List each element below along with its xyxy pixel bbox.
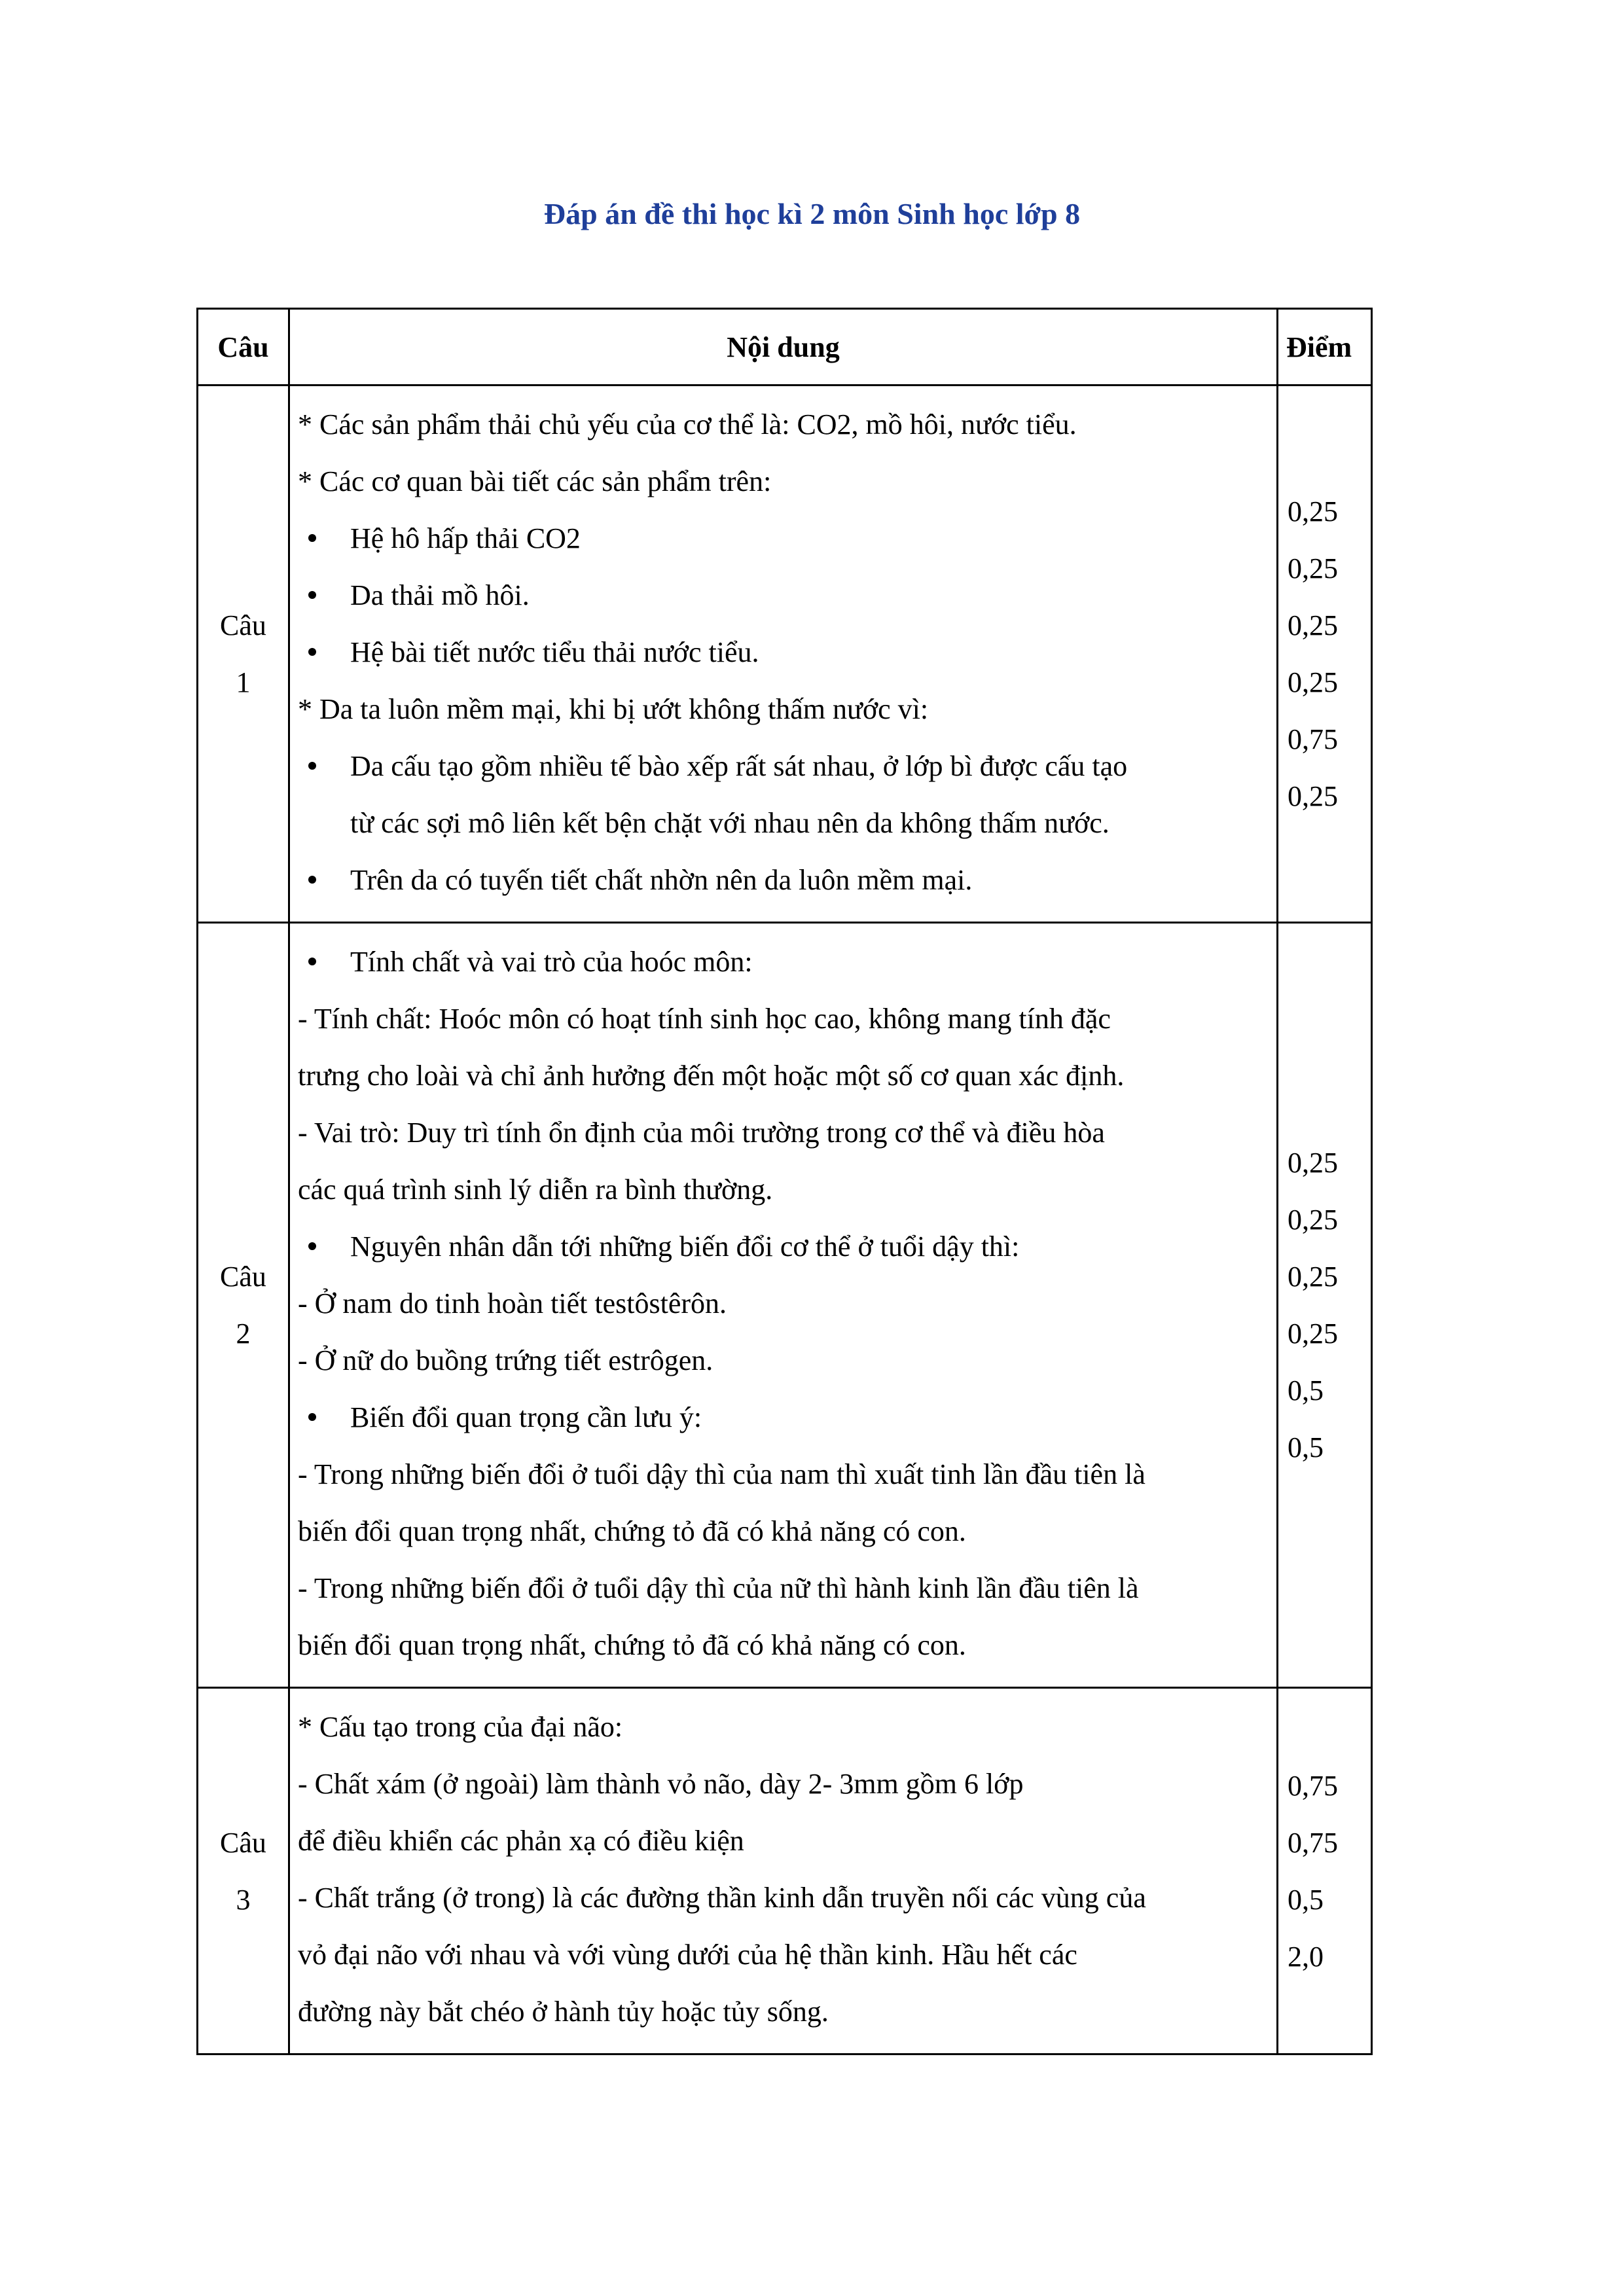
- table-row: [198, 1688, 1372, 2054]
- score-value: 0,5: [1288, 1431, 1324, 1463]
- bullet-item: Hệ hô hấp thải CO2: [298, 510, 1269, 567]
- answer-table: [196, 308, 1373, 2055]
- score-value: 0,25: [1288, 780, 1338, 812]
- score-cell: [1278, 923, 1372, 1688]
- bullet-item: Nguyên nhân dẫn tới những biến đổi cơ thể ở tuổi dậy thì:: [298, 1218, 1269, 1275]
- answer-content: [289, 923, 1278, 1688]
- score-value: 0,25: [1288, 1318, 1338, 1350]
- bullet-item: Da cấu tạo gồm nhiều tế bào xếp rất sát nhau, ở lớp bì được cấu tạo: [298, 738, 1269, 795]
- score-value: 0,25: [1288, 1204, 1338, 1236]
- content-line: * Các cơ quan bài tiết các sản phẩm trên:: [298, 465, 772, 497]
- answer-content: [289, 1688, 1278, 2054]
- bullet-item: Trên da có tuyến tiết chất nhờn nên da luôn mềm mại.: [298, 852, 1269, 908]
- question-number: Câu 1: [198, 386, 289, 923]
- score-value: 0,5: [1288, 1374, 1324, 1407]
- content-line: - Tính chất: Hoóc môn có hoạt tính sinh học cao, không mang tính đặc: [298, 1003, 1111, 1035]
- score-cell: [1278, 386, 1372, 923]
- header-content: Nội dung: [289, 309, 1278, 386]
- score-cell: [1278, 1688, 1372, 2054]
- content-line: để điều khiển các phản xạ có điều kiện: [298, 1825, 744, 1857]
- header-question: Câu: [198, 309, 289, 386]
- bullet-item: Biến đổi quan trọng cần lưu ý:: [298, 1389, 1269, 1446]
- score-value: 0,75: [1288, 1769, 1338, 1802]
- table-header-row: [198, 309, 1372, 386]
- bullet-item: Tính chất và vai trò của hoóc môn:: [298, 933, 1269, 990]
- question-number: Câu 2: [198, 923, 289, 1688]
- content-line: trưng cho loài và chỉ ảnh hưởng đến một hoặc một số cơ quan xác định.: [298, 1060, 1125, 1092]
- score-value: 0,25: [1288, 1261, 1338, 1293]
- page-title: Đáp án đề thi học kì 2 môn Sinh học lớp 8: [543, 197, 1081, 230]
- content-line: - Chất trắng (ở trong) là các đường thần kinh dẫn truyền nối các vùng của: [298, 1882, 1146, 1914]
- answer-content: [289, 386, 1278, 923]
- score-value: 0,75: [1288, 1826, 1338, 1859]
- content-line: - Vai trò: Duy trì tính ổn định của môi trường trong cơ thể và điều hòa: [298, 1117, 1105, 1149]
- table-row: [198, 923, 1372, 1688]
- content-line: biến đổi quan trọng nhất, chứng tỏ đã có khả năng có con.: [298, 1629, 966, 1661]
- content-line: * Cấu tạo trong của đại não:: [298, 1711, 623, 1743]
- question-number: Câu 3: [198, 1688, 289, 2054]
- content-line: - Ở nam do tinh hoàn tiết testôstêrôn.: [298, 1287, 727, 1319]
- content-line: biến đổi quan trọng nhất, chứng tỏ đã có khả năng có con.: [298, 1515, 966, 1547]
- content-line: các quá trình sinh lý diễn ra bình thường.: [298, 1174, 773, 1206]
- content-line: - Ở nữ do buồng trứng tiết estrôgen.: [298, 1344, 713, 1376]
- score-value: 0,25: [1288, 495, 1338, 528]
- score-value: 0,25: [1288, 1147, 1338, 1179]
- content-line: vỏ đại não với nhau và với vùng dưới của hệ thần kinh. Hầu hết các: [298, 1939, 1077, 1971]
- score-value: 0,25: [1288, 609, 1338, 641]
- header-score: Điểm: [1278, 309, 1372, 386]
- table-row: [198, 386, 1372, 923]
- score-value: 2,0: [1288, 1940, 1324, 1973]
- score-value: 0,25: [1288, 666, 1338, 698]
- bullet-item: Da thải mồ hôi.: [298, 567, 1269, 624]
- content-line: - Trong những biến đổi ở tuổi dậy thì của nữ thì hành kinh lần đầu tiên là: [298, 1572, 1139, 1604]
- score-value: 0,75: [1288, 723, 1338, 755]
- content-line: - Trong những biến đổi ở tuổi dậy thì của nam thì xuất tinh lần đầu tiên là: [298, 1458, 1146, 1490]
- bullet-item: Hệ bài tiết nước tiểu thải nước tiểu.: [298, 624, 1269, 681]
- content-line: từ các sợi mô liên kết bện chặt với nhau nên da không thấm nước.: [350, 807, 1110, 839]
- content-line: * Da ta luôn mềm mại, khi bị ướt không thấm nước vì:: [298, 693, 929, 725]
- content-line: đường này bắt chéo ở hành tủy hoặc tủy sống.: [298, 1996, 829, 2028]
- content-line: - Chất xám (ở ngoài) làm thành vỏ não, dày 2- 3mm gồm 6 lớp: [298, 1768, 1024, 1800]
- score-value: 0,25: [1288, 552, 1338, 584]
- score-value: 0,5: [1288, 1883, 1324, 1916]
- content-line: * Các sản phẩm thải chủ yếu của cơ thể là: CO2, mồ hôi, nước tiểu.: [298, 408, 1077, 440]
